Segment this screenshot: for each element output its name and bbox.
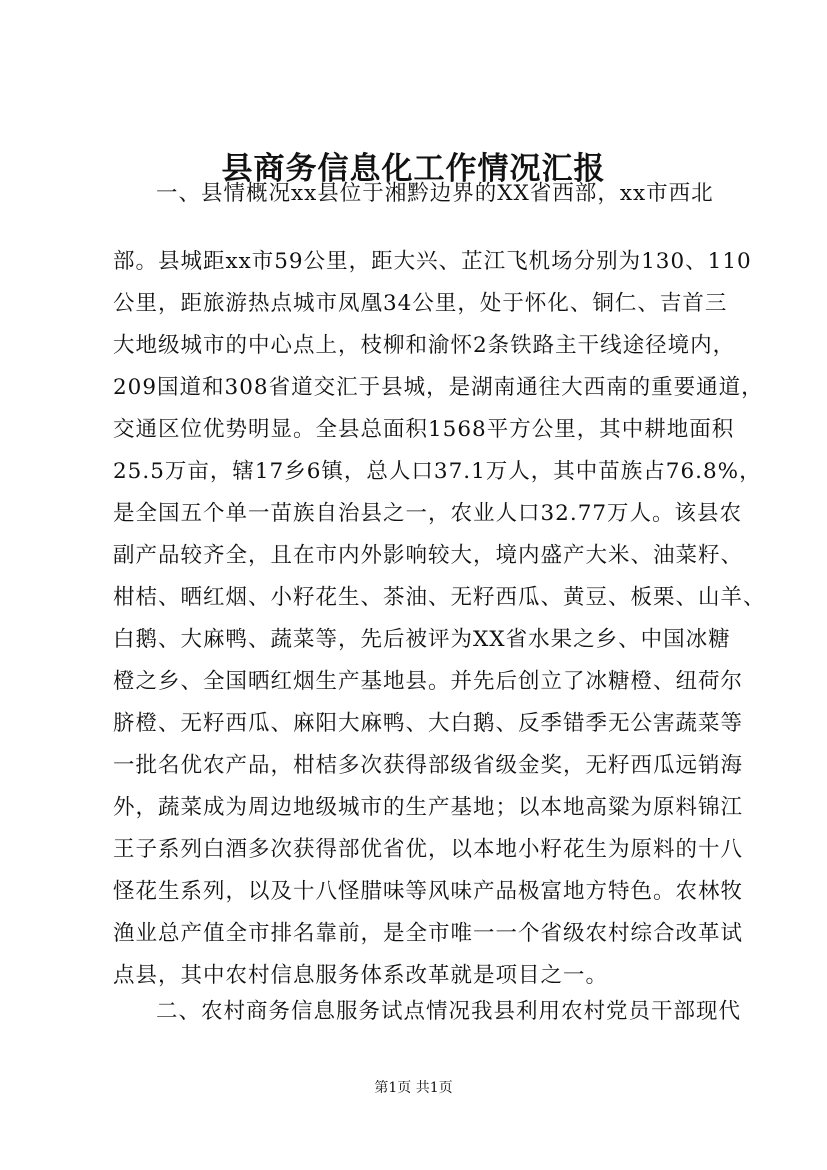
body-line: 大地级城市的中心点上，枝柳和渝怀2条铁路主干线途径境内， (113, 333, 736, 358)
body-line: 橙之乡、全国晒红烟生产基地县。并先后创立了冰糖橙、纽荷尔 (113, 669, 744, 694)
document-title: 县商务信息化工作情况汇报 (221, 151, 606, 187)
body-line: 怪花生系列，以及十八怪腊味等风味产品极富地方特色。农林牧 (113, 879, 744, 904)
body-line: 一批名优农产品，柑桔多次获得部级省级金奖，无籽西瓜远销海 (113, 753, 744, 778)
page-footer: 第1页 共1页 (374, 1080, 453, 1096)
body-line: 25.5万亩，辖17乡6镇，总人口37.1万人，其中苗族占76.8%， (113, 459, 762, 484)
body-line: 是全国五个单一苗族自治县之一，农业人口32.77万人。该县农 (113, 501, 743, 526)
body-line: 部。县城距xx市59公里，距大兴、芷江飞机场分别为130、110 (113, 249, 752, 274)
body-line: 副产品较齐全，且在市内外影响较大，境内盛产大米、油菜籽、 (113, 543, 744, 568)
body-line: 一、县情概况xx县位于湘黔边界的XX省西部，xx市西北 (156, 181, 714, 206)
body-line: 209国道和308省道交汇于县城，是湖南通往大西南的重要通道， (113, 375, 764, 400)
body-line: 柑桔、晒红烟、小籽花生、茶油、无籽西瓜、黄豆、板栗、山羊、 (113, 585, 766, 610)
body-line: 二、农村商务信息服务试点情况我县利用农村党员干部现代 (156, 999, 742, 1024)
body-line: 交通区位优势明显。全县总面积1568平方公里，其中耕地面积 (113, 417, 735, 442)
body-line: 公里，距旅游热点城市凤凰34公里，处于怀化、铜仁、吉首三 (113, 291, 728, 316)
body-line: 脐橙、无籽西瓜、麻阳大麻鸭、大白鹅、反季错季无公害蔬菜等 (113, 711, 744, 736)
body-line: 外，蔬菜成为周边地级城市的生产基地；以本地高粱为原料锦江 (113, 795, 744, 820)
body-line: 王子系列白酒多次获得部优省优，以本地小籽花生为原料的十八 (113, 837, 744, 862)
body-line: 点县，其中农村信息服务体系改革就是项目之一。 (113, 963, 609, 988)
body-line: 渔业总产值全市排名靠前，是全市唯一一个省级农村综合改革试 (113, 921, 744, 946)
body-line: 白鹅、大麻鸭、蔬菜等，先后被评为XX省水果之乡、中国冰糖 (113, 627, 731, 652)
